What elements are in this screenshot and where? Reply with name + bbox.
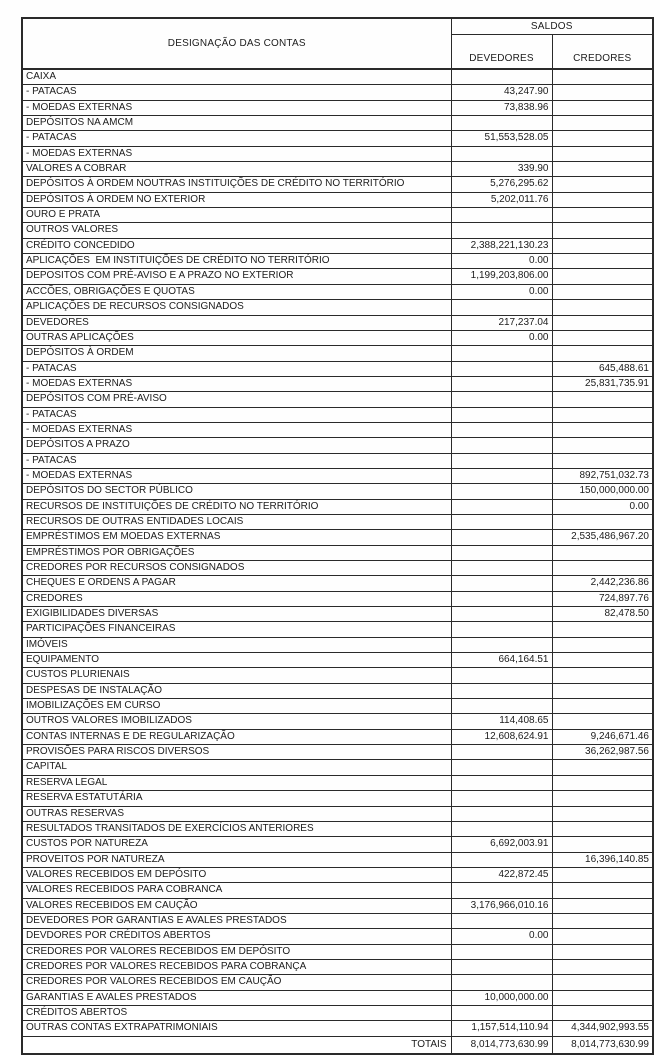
account-label: RESERVA LEGAL [22, 775, 451, 790]
table-row [22, 898, 653, 913]
credores-value: 4,344,902,993.55 [552, 1021, 653, 1036]
table-row [22, 254, 653, 269]
table-row [22, 837, 653, 852]
account-label: CAIXA [22, 69, 451, 85]
credores-value [552, 821, 653, 836]
credores-value [552, 438, 653, 453]
table-row [22, 775, 653, 790]
table-row [22, 162, 653, 177]
table-row [22, 330, 653, 345]
credores-value [552, 422, 653, 437]
credores-value [552, 622, 653, 637]
devedores-value [451, 622, 552, 637]
devedores-value [451, 208, 552, 223]
devedores-value: 10,000,000.00 [451, 990, 552, 1005]
devedores-value [451, 468, 552, 483]
table-row [22, 131, 653, 146]
totals-row [22, 1036, 653, 1054]
credores-value [552, 1005, 653, 1020]
devedores-value: 6,692,003.91 [451, 837, 552, 852]
account-label: - PATACAS [22, 361, 451, 376]
devedores-value [451, 1005, 552, 1020]
table-row [22, 929, 653, 944]
devedores-value: 43,247.90 [451, 85, 552, 100]
devedores-value [451, 561, 552, 576]
table-row [22, 392, 653, 407]
credores-value [552, 69, 653, 85]
credores-value: 2,535,486,967.20 [552, 530, 653, 545]
credores-value [552, 208, 653, 223]
credores-value [552, 85, 653, 100]
account-label: OUTROS VALORES [22, 223, 451, 238]
table-row [22, 1005, 653, 1020]
credores-value [552, 131, 653, 146]
devedores-value: 2,388,221,130.23 [451, 238, 552, 253]
table-row [22, 116, 653, 131]
table-row [22, 1021, 653, 1036]
account-label: DEPÓSITOS DO SECTOR PÚBLICO [22, 484, 451, 499]
table-row [22, 821, 653, 836]
account-label: CREDORES POR RECURSOS CONSIGNADOS [22, 561, 451, 576]
table-row [22, 453, 653, 468]
table-row [22, 852, 653, 867]
devedores-value [451, 361, 552, 376]
credores-value [552, 545, 653, 560]
table-row [22, 545, 653, 560]
devedores-value [451, 637, 552, 652]
account-label: EQUIPAMENTO [22, 653, 451, 668]
saldos-header: SALDOS [451, 18, 653, 35]
devedores-value [451, 392, 552, 407]
devedores-value [451, 944, 552, 959]
devedores-value [451, 699, 552, 714]
account-label: DEPÓSITOS NA AMCM [22, 116, 451, 131]
devedores-value [451, 745, 552, 760]
credores-value: 82,478.50 [552, 607, 653, 622]
devedores-value [451, 438, 552, 453]
account-label: - PATACAS [22, 85, 451, 100]
table-row [22, 990, 653, 1005]
account-label: OUTROS VALORES IMOBILIZADOS [22, 714, 451, 729]
table-row [22, 883, 653, 898]
table-row [22, 361, 653, 376]
saldos-header-row [22, 18, 653, 35]
account-label: PROVEITOS POR NATUREZA [22, 852, 451, 867]
credores-value [552, 775, 653, 790]
table-row [22, 760, 653, 775]
account-label: CUSTOS PLURIENAIS [22, 668, 451, 683]
table-row [22, 468, 653, 483]
credores-value [552, 837, 653, 852]
table-row [22, 637, 653, 652]
credores-value [552, 913, 653, 928]
devedores-value [451, 913, 552, 928]
devedores-value: 0.00 [451, 254, 552, 269]
table-row [22, 867, 653, 882]
devedores-value [451, 591, 552, 606]
devedores-value [451, 453, 552, 468]
credores-value [552, 284, 653, 299]
account-label: CRÉDITO CONCEDIDO [22, 238, 451, 253]
devedores-value [451, 760, 552, 775]
devedores-value: 3,176,966,010.16 [451, 898, 552, 913]
credores-value [552, 223, 653, 238]
credores-column-header: CREDORES [552, 35, 653, 70]
totals-devedores-value: 8,014,773,630.99 [451, 1036, 552, 1054]
devedores-value [451, 821, 552, 836]
credores-value [552, 668, 653, 683]
account-label: DEVEDORES POR GARANTIAS E AVALES PRESTADOS [22, 913, 451, 928]
totals-credores-value: 8,014,773,630.99 [552, 1036, 653, 1054]
table-row [22, 806, 653, 821]
account-label: CREDORES POR VALORES RECEBIDOS PARA COBRANÇA [22, 959, 451, 974]
account-label: CREDORES [22, 591, 451, 606]
table-row [22, 729, 653, 744]
account-label: RESERVA ESTATUTÁRIA [22, 791, 451, 806]
table-row [22, 192, 653, 207]
credores-value [552, 315, 653, 330]
devedores-value [451, 484, 552, 499]
credores-value [552, 653, 653, 668]
table-row [22, 85, 653, 100]
table-footer [22, 1036, 653, 1054]
credores-value: 36,262,987.56 [552, 745, 653, 760]
table-row [22, 561, 653, 576]
credores-value [552, 300, 653, 315]
credores-value: 724,897.76 [552, 591, 653, 606]
account-label: CREDORES POR VALORES RECEBIDOS EM CAUÇÃO [22, 975, 451, 990]
account-label: APLICAÇÕES DE RECURSOS CONSIGNADOS [22, 300, 451, 315]
account-label: DEPÓSITOS À ORDEM [22, 346, 451, 361]
accounts-table [21, 17, 654, 1055]
account-label: RECURSOS DE INSTITUIÇÕES DE CRÉDITO NO TERRITÓRIO [22, 499, 451, 514]
account-label: PARTICIPAÇÕES FINANCEIRAS [22, 622, 451, 637]
table-row [22, 944, 653, 959]
credores-value [552, 637, 653, 652]
table-row [22, 913, 653, 928]
table-row [22, 223, 653, 238]
devedores-value [451, 422, 552, 437]
table-row [22, 100, 653, 115]
devedores-value [451, 668, 552, 683]
devedores-value [451, 376, 552, 391]
devedores-value: 0.00 [451, 929, 552, 944]
credores-value [552, 898, 653, 913]
credores-value [552, 192, 653, 207]
credores-value [552, 683, 653, 698]
account-label: IMÓVEIS [22, 637, 451, 652]
account-label: CRÉDITOS ABERTOS [22, 1005, 451, 1020]
devedores-value [451, 300, 552, 315]
account-label: APLICAÇÕES EM INSTITUIÇÕES DE CRÉDITO NO TERRITÓRIO [22, 254, 451, 269]
devedores-value: 114,408.65 [451, 714, 552, 729]
table-row [22, 714, 653, 729]
devedores-value: 73,838.96 [451, 100, 552, 115]
account-label: - MOEDAS EXTERNAS [22, 100, 451, 115]
account-label: DEPÓSITOS COM PRÉ-AVISO [22, 392, 451, 407]
account-label: DEPÓSITOS A PRAZO [22, 438, 451, 453]
devedores-value: 422,872.45 [451, 867, 552, 882]
table-row [22, 699, 653, 714]
credores-value [552, 162, 653, 177]
credores-value [552, 699, 653, 714]
credores-value: 9,246,671.46 [552, 729, 653, 744]
account-label: IMOBILIZAÇÕES EM CURSO [22, 699, 451, 714]
table-row [22, 69, 653, 85]
account-label: DEVDORES POR CRÉDITOS ABERTOS [22, 929, 451, 944]
devedores-value [451, 116, 552, 131]
credores-value [552, 760, 653, 775]
table-row [22, 514, 653, 529]
devedores-value [451, 806, 552, 821]
table-row [22, 146, 653, 161]
devedores-value [451, 775, 552, 790]
account-label: PROVISÕES PARA RISCOS DIVERSOS [22, 745, 451, 760]
credores-value: 16,396,140.85 [552, 852, 653, 867]
devedores-value [451, 146, 552, 161]
account-label: RESULTADOS TRANSITADOS DE EXERCÍCIOS ANTERIORES [22, 821, 451, 836]
credores-value [552, 959, 653, 974]
credores-value [552, 254, 653, 269]
devedores-value: 217,237.04 [451, 315, 552, 330]
credores-value [552, 944, 653, 959]
table-row [22, 622, 653, 637]
account-label: - PATACAS [22, 407, 451, 422]
table-row [22, 653, 653, 668]
table-row [22, 499, 653, 514]
table-row [22, 975, 653, 990]
table-row [22, 576, 653, 591]
devedores-value [451, 852, 552, 867]
devedores-value: 51,553,528.05 [451, 131, 552, 146]
credores-value [552, 177, 653, 192]
devedores-value [451, 975, 552, 990]
table-row [22, 591, 653, 606]
account-label: CUSTOS POR NATUREZA [22, 837, 451, 852]
account-label: OUTRAS APLICAÇÕES [22, 330, 451, 345]
devedores-value [451, 545, 552, 560]
table-row [22, 683, 653, 698]
table-row [22, 438, 653, 453]
credores-value: 2,442,236.86 [552, 576, 653, 591]
account-label: - PATACAS [22, 131, 451, 146]
table-row [22, 376, 653, 391]
devedores-value [451, 514, 552, 529]
account-label: OUTRAS RESERVAS [22, 806, 451, 821]
credores-value [552, 116, 653, 131]
credores-value [552, 791, 653, 806]
devedores-value: 12,608,624.91 [451, 729, 552, 744]
account-label: DEPÓSITOS À ORDEM NO EXTERIOR [22, 192, 451, 207]
table-row [22, 959, 653, 974]
credores-value: 892,751,032.73 [552, 468, 653, 483]
devedores-column-header: DEVEDORES [451, 35, 552, 70]
devedores-value: 5,276,295.62 [451, 177, 552, 192]
account-label: ACCÕES, OBRIGAÇÕES E QUOTAS [22, 284, 451, 299]
credores-value [552, 346, 653, 361]
account-label: DEVEDORES [22, 315, 451, 330]
account-label: CAPITAL [22, 760, 451, 775]
devedores-value [451, 683, 552, 698]
account-label: DESPESAS DE INSTALAÇÃO [22, 683, 451, 698]
credores-value [552, 330, 653, 345]
account-label: EMPRÉSTIMOS EM MOEDAS EXTERNAS [22, 530, 451, 545]
table-row [22, 346, 653, 361]
devedores-value [451, 223, 552, 238]
credores-value [552, 407, 653, 422]
credores-value: 645,488.61 [552, 361, 653, 376]
table-row [22, 208, 653, 223]
devedores-value [451, 576, 552, 591]
devedores-value [451, 959, 552, 974]
devedores-value [451, 791, 552, 806]
devedores-value [451, 346, 552, 361]
account-label: CREDORES POR VALORES RECEBIDOS EM DEPÓSITO [22, 944, 451, 959]
table-row [22, 269, 653, 284]
account-label: RECURSOS DE OUTRAS ENTIDADES LOCAIS [22, 514, 451, 529]
devedores-value: 5,202,011.76 [451, 192, 552, 207]
devedores-value: 1,157,514,110.94 [451, 1021, 552, 1036]
account-label: VALORES RECEBIDOS PARA COBRANCA [22, 883, 451, 898]
credores-value [552, 453, 653, 468]
account-label: - MOEDAS EXTERNAS [22, 146, 451, 161]
account-label: DEPÓSITOS À ORDEM NOUTRAS INSTITUIÇÕES DE CRÉDITO NO TERRITÓRIO [22, 177, 451, 192]
table-row [22, 668, 653, 683]
table-body [22, 69, 653, 1036]
devedores-value: 0.00 [451, 330, 552, 345]
credores-value: 25,831,735.91 [552, 376, 653, 391]
table-row [22, 238, 653, 253]
table-row [22, 484, 653, 499]
credores-value [552, 146, 653, 161]
credores-value [552, 867, 653, 882]
account-label: DEPOSITOS COM PRÉ-AVISO E A PRAZO NO EXTERIOR [22, 269, 451, 284]
devedores-value [451, 883, 552, 898]
credores-value [552, 929, 653, 944]
account-label: VALORES RECEBIDOS EM DEPÓSITO [22, 867, 451, 882]
credores-value [552, 975, 653, 990]
devedores-value [451, 69, 552, 85]
credores-value [552, 269, 653, 284]
table-row [22, 315, 653, 330]
table-row [22, 607, 653, 622]
table-row [22, 177, 653, 192]
credores-value [552, 806, 653, 821]
credores-value [552, 238, 653, 253]
table-row [22, 300, 653, 315]
table-header [22, 18, 653, 69]
credores-value [552, 883, 653, 898]
designation-column-header: DESIGNAÇÃO DAS CONTAS [22, 18, 451, 69]
account-label: EMPRÉSTIMOS POR OBRIGAÇÕES [22, 545, 451, 560]
table-row [22, 791, 653, 806]
account-label: OURO E PRATA [22, 208, 451, 223]
credores-value [552, 514, 653, 529]
credores-value: 150,000,000.00 [552, 484, 653, 499]
account-label: - MOEDAS EXTERNAS [22, 468, 451, 483]
account-label: CONTAS INTERNAS E DE REGULARIZAÇÃO [22, 729, 451, 744]
table-row [22, 422, 653, 437]
credores-value [552, 100, 653, 115]
credores-value [552, 561, 653, 576]
credores-value [552, 392, 653, 407]
account-label: CHEQUES E ORDENS A PAGAR [22, 576, 451, 591]
account-label: VALORES A COBRAR [22, 162, 451, 177]
account-label: - MOEDAS EXTERNAS [22, 422, 451, 437]
credores-value: 0.00 [552, 499, 653, 514]
devedores-value [451, 407, 552, 422]
account-label: GARANTIAS E AVALES PRESTADOS [22, 990, 451, 1005]
table-row [22, 530, 653, 545]
devedores-value: 339.90 [451, 162, 552, 177]
account-label: - PATACAS [22, 453, 451, 468]
devedores-value: 664,164.51 [451, 653, 552, 668]
account-label: OUTRAS CONTAS EXTRAPATRIMONIAIS [22, 1021, 451, 1036]
credores-value [552, 990, 653, 1005]
totals-label: TOTAIS [22, 1036, 451, 1054]
table-row [22, 284, 653, 299]
devedores-value [451, 499, 552, 514]
devedores-value [451, 607, 552, 622]
devedores-value: 1,199,203,806.00 [451, 269, 552, 284]
credores-value [552, 714, 653, 729]
devedores-value: 0.00 [451, 284, 552, 299]
account-label: VALORES RECEBIDOS EM CAUÇÃO [22, 898, 451, 913]
table-row [22, 407, 653, 422]
table-row [22, 745, 653, 760]
account-label: - MOEDAS EXTERNAS [22, 376, 451, 391]
account-label: EXIGIBILIDADES DIVERSAS [22, 607, 451, 622]
devedores-value [451, 530, 552, 545]
